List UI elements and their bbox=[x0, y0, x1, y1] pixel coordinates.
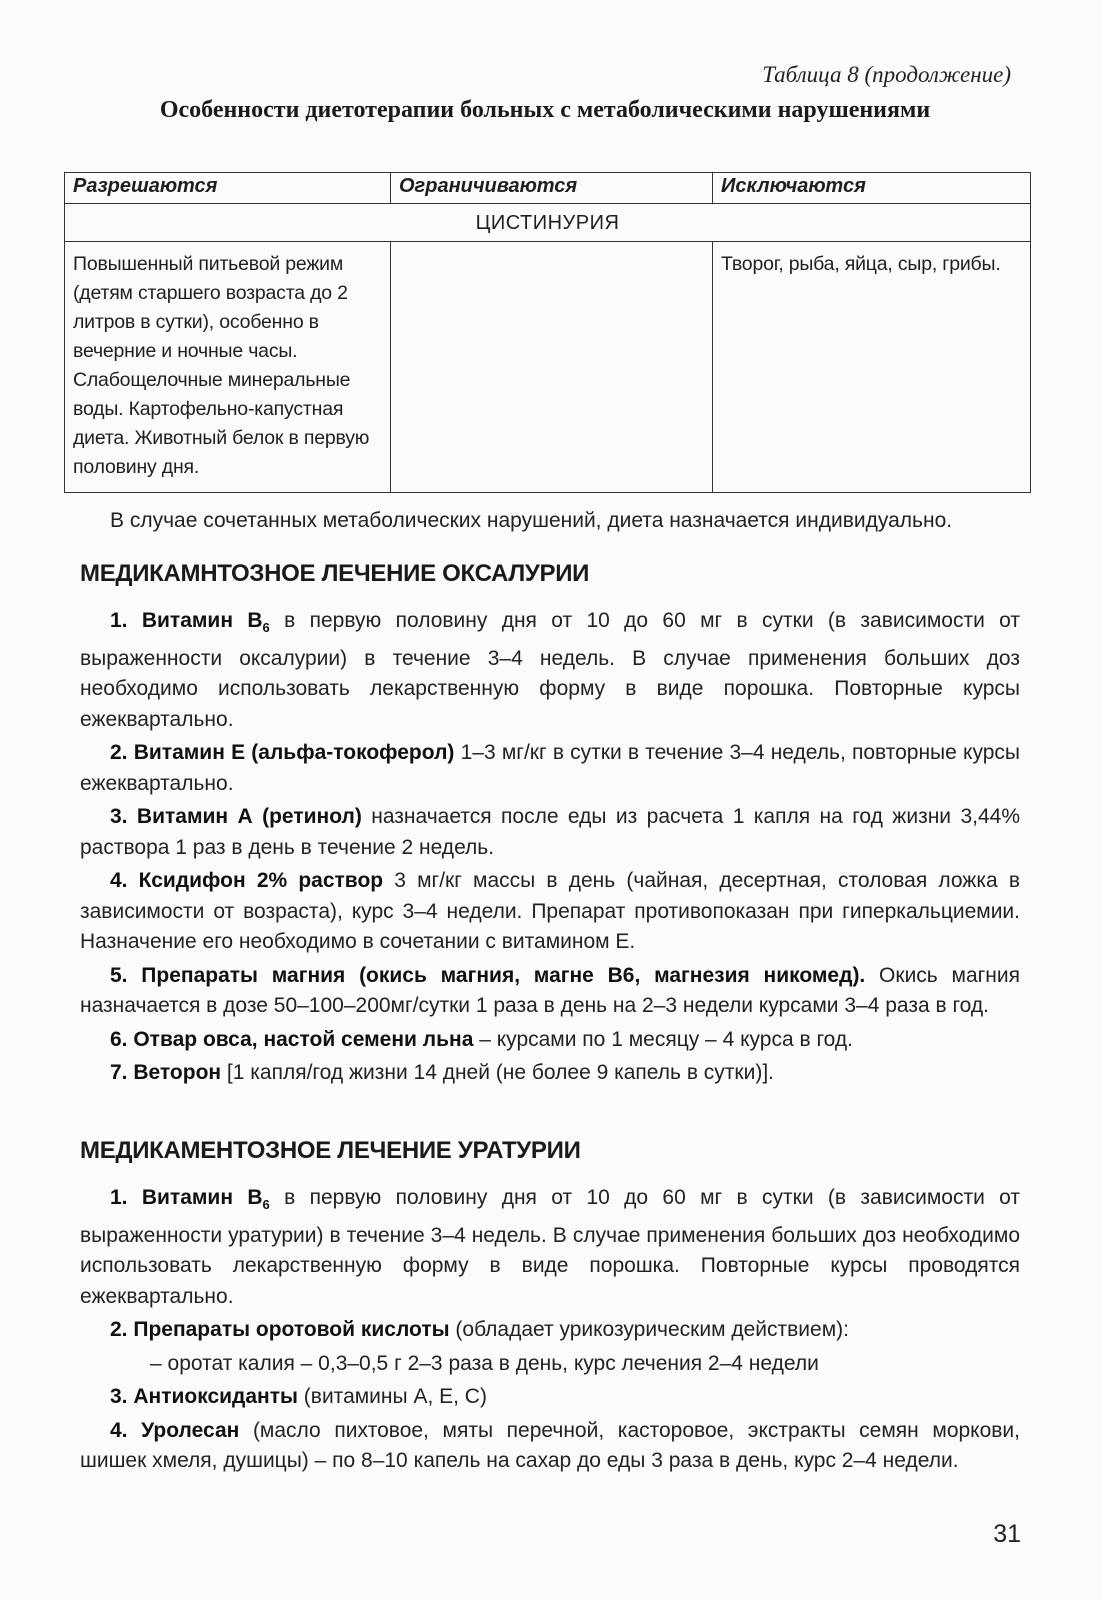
cell-limited bbox=[391, 242, 713, 493]
item-text: (витамины А, Е, С) bbox=[297, 1385, 487, 1409]
list-item bbox=[80, 802, 1020, 863]
table-section-row bbox=[65, 204, 1031, 242]
item-subscript: 6 bbox=[262, 620, 270, 636]
item-title: 1. Витамин $B_6$ bbox=[110, 1186, 270, 1213]
item-text: – оротат калия – 0,3–0,5 г 2–3 раза в день, курс лечения 2–4 недели bbox=[150, 1351, 819, 1375]
item-subscript: 6 bbox=[262, 1197, 270, 1213]
list-item bbox=[80, 961, 1020, 1022]
header-excluded: Исключаются bbox=[713, 173, 1031, 204]
cell-allowed: Повышенный питьевой режим (детям старшего возраста до 2 литров в сутки), особенно в вечерние и ночные часы. Слабощелочные минеральные воды. Картофельно-капустная диета. Животный белок в первую половину дня. bbox=[65, 242, 391, 493]
list-item bbox=[80, 1025, 1020, 1056]
page-number: 31 bbox=[993, 1520, 1021, 1548]
item-title: 5. Препараты магния (окись магния, магне В6, магнезия никомед). bbox=[110, 963, 866, 987]
item-text: – курсами по 1 месяцу – 4 курса в год. bbox=[473, 1027, 853, 1051]
item-title: 1. Витамин $B_6$ bbox=[110, 609, 270, 636]
list-item bbox=[80, 738, 1020, 799]
item-title: 2. Витамин Е (альфа-токоферол) bbox=[110, 741, 455, 765]
item-text: в первую половину дня от 10 до 60 мг в сутки (в зависимости от выраженности уратурии) в течение 3–4 недель. В случае применения больших доз необходимо использовать лекарственную форму в виде порошка. Повторные курсы проводятся ежеквартально. bbox=[80, 1186, 1020, 1308]
list-item bbox=[80, 606, 1020, 735]
item-text: [1 капля/год жизни 14 дней (не более 9 капель в сутки)]. bbox=[221, 1061, 775, 1085]
item-text: в первую половину дня от 10 до 60 мг в сутки (в зависимости от выраженности оксалурии) в течение 3–4 недель. В случае применения больших доз необходимо использовать лекарственную форму в виде порошка. Повторные курсы ежеквартально. bbox=[80, 609, 1020, 731]
item-title: 4. Уролесан bbox=[110, 1418, 240, 1442]
item-title: 3. Витамин А (ретинол) bbox=[110, 805, 362, 829]
header-allowed: Разрешаются bbox=[65, 173, 391, 204]
list-item bbox=[80, 1349, 1020, 1380]
cell-excluded: Творог, рыба, яйца, сыр, грибы. bbox=[713, 242, 1031, 493]
table-title: Особенности диетотерапии больных с метаболическими нарушениями bbox=[159, 97, 931, 123]
table-row bbox=[65, 242, 1031, 493]
item-text: назначается после еды из расчета 1 капля на год жизни 3,44% раствора 1 раз в день в течение 2 недель. bbox=[80, 805, 1021, 859]
item-title: 3. Антиоксиданты bbox=[110, 1385, 298, 1409]
list-item bbox=[80, 1058, 1020, 1089]
item-title: 2. Препараты оротовой кислоты bbox=[110, 1318, 450, 1342]
item-text: (обладает урикозурическим действием): bbox=[449, 1318, 849, 1342]
table-header-row bbox=[65, 173, 1031, 204]
item-text: 1–3 мг/кг в сутки в течение 3–4 недель, повторные курсы ежеквартально. bbox=[80, 741, 1020, 795]
item-text: (масло пихтовое, мяты перечной, касторовое, экстракты семян моркови, шишек хмеля, душицы) – по 8–10 капель на сахар до еды 3 раза в день, курс 2–4 недели. bbox=[80, 1418, 1021, 1473]
item-title: 7. Веторон bbox=[110, 1061, 222, 1085]
list-item bbox=[80, 1315, 1020, 1346]
item-text: 3 мг/кг массы в день (чайная, десертная, столовая ложка в зависимости от возраста), курс 3–4 недели. Препарат противопоказан при гиперкальциемии. Назначение его необходимо в сочетании с витамином Е. bbox=[80, 869, 1021, 954]
table-caption: Таблица 8 (продолжение) bbox=[762, 62, 1011, 87]
list-item bbox=[80, 1382, 1020, 1413]
oxaluria-list bbox=[80, 606, 1020, 1092]
list-item bbox=[80, 1416, 1020, 1477]
item-text: Окись магния назначается в дозе 50–100–200мг/сутки 1 раза в день на 2–3 недели курсами 3–4 раза в год. bbox=[80, 963, 1021, 1018]
list-item bbox=[80, 1183, 1020, 1312]
uraturia-heading: МЕДИКАМЕНТОЗНОЕ ЛЕЧЕНИЕ УРАТУРИИ bbox=[80, 1137, 581, 1164]
item-title: 6. Отвар овса, настой семени льна bbox=[110, 1027, 474, 1051]
list-item bbox=[80, 866, 1020, 958]
header-limited: Ограничиваются bbox=[391, 173, 713, 204]
item-title: 4. Ксидифон 2% раствор bbox=[110, 869, 384, 893]
lead-paragraph: В случае сочетанных метаболических нарушений, диета назначается индивидуально. bbox=[110, 509, 953, 532]
diet-table bbox=[64, 172, 1031, 493]
section-label: ЦИСТИНУРИЯ bbox=[65, 204, 1031, 242]
oxaluria-heading: МЕДИКАМНТОЗНОЕ ЛЕЧЕНИЕ ОКСАЛУРИИ bbox=[80, 560, 590, 587]
uraturia-list bbox=[80, 1183, 1020, 1480]
